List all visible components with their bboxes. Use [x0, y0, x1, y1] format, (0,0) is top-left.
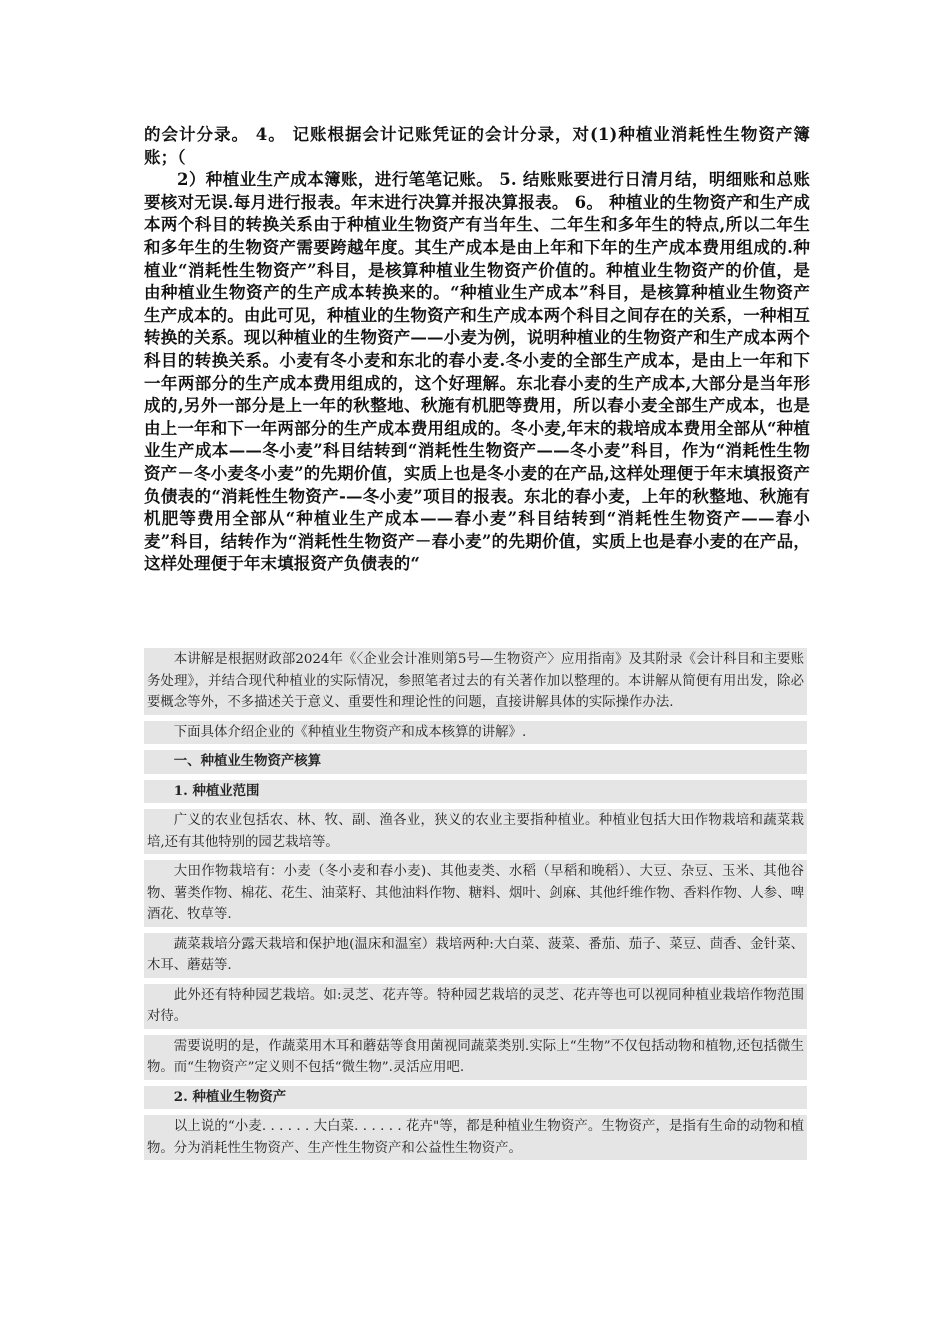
- paragraph-accounting-entries: 的会计分录。 4。 记账根据会计记账凭证的会计分录，对(1)种植业消耗性生物资产簿账；（: [144, 125, 810, 167]
- paragraph-agriculture-scope: 广义的农业包括农、林、牧、副、渔各业，狭义的农业主要指种植业。种植业包括大田作物栽培和蔬菜栽培,还有其他特别的园艺栽培等。: [144, 809, 807, 854]
- paragraph-field-crops: 大田作物栽培有：小麦（冬小麦和春小麦)、其他麦类、水稻（早稻和晚稻）、大豆、杂豆、玉米、其他谷物、薯类作物、棉花、花生、油菜籽、其他油料作物、糖料、烟叶、剑麻、其他纤维作物、香料作物、人参、啤酒花、牧草等.: [144, 860, 807, 927]
- paragraph-cost-conversion: 2）种植业生产成本簿账，进行笔笔记账。 5. 结账账要进行日清月结，明细账和总账要核对无误.每月进行报表。年末进行决算并报决算报表。 6。 种植业的生物资产和生产成本两个科目的转换关系由于种植业生物资产有当年生、二年生和多年生的特点,所以二年生和多年生的生物资产需要跨越年度。其生产成本是由上年和下年的生产成本费用组成的.种植业“消耗性生物资产”科目，是核算种植业生物资产价值的。种植业生物资产的价值，是由种植业生物资产的生产成本转换来的。“种植业生产成本”科目，是核算种植业生物资产生产成本的。由此可见，种植业的生物资产和生产成本两个科目之间存在的关系，一种相互转换的关系。现以种植业的生物资产——小麦为例，说明种植业的生物资产和生产成本两个科目的转换关系。小麦有冬小麦和东北的春小麦.冬小麦的全部生产成本，是由上一年和下一年两部分的生产成本费用组成的，这个好理解。东北春小麦的生产成本,大部分是当年形成的,另外一部分是上一年的秋整地、秋施有机肥等费用，所以春小麦全部生产成本，也是由上一年和下一年两部分的生产成本费用组成的。冬小麦,年末的栽培成本费用全部从“种植业生产成本——冬小麦”科目结转到“消耗性生物资产——冬小麦”科目，作为“消耗性生物资产－冬小麦冬小麦”的先期价值，实质上也是冬小麦的在产品,这样处理便于年末填报资产负债表的“消耗性生物资产-—冬小麦”项目的报表。东北的春小麦，上年的秋整地、秋施有机肥等费用全部从“种植业生产成本——春小麦”科目结转到“消耗性生物资产——春小麦”科目，结转作为“消耗性生物资产－春小麦”的先期价值，实质上也是春小麦的在产品，这样处理便于年末填报资产负债表的“: [144, 170, 810, 574]
- paragraph-special-horticulture: 此外还有特种园艺栽培。如:灵芝、花卉等。特种园艺栽培的灵芝、花卉等也可以视同种植业栽培作物范围对待。: [144, 984, 807, 1029]
- intro-next-paragraph: 下面具体介绍企业的《种植业生物资产和成本核算的讲解》.: [144, 721, 807, 745]
- section-heading-1: 一、种植业生物资产核算: [144, 750, 807, 774]
- subsection-heading-2: 2. 种植业生物资产: [144, 1086, 807, 1110]
- continuation-text-block: [144, 124, 810, 576]
- intro-paragraph: 本讲解是根据财政部2024年《〈企业会计准则第5号—生物资产〉应用指南》及其附录《会计科目和主要账务处理》，并结合现代种植业的实际情况，参照笔者过去的有关著作加以整理的。本讲解从简便有用出发，除必要概念等外，不多描述关于意义、重要性和理论性的问题，直接讲解具体的实际操作办法.: [144, 648, 807, 715]
- paragraph-note-fungi: 需要说明的是，作蔬菜用木耳和蘑菇等食用菌视同蔬菜类别.实际上“生物”不仅包括动物和植物,还包括微生物。而“生物资产”定义则不包括“微生物”.灵活应用吧.: [144, 1035, 807, 1080]
- shaded-lecture-block: [144, 648, 807, 1166]
- paragraph-biological-assets: 以上说的“小麦. . . . . . 大白菜. . . . . . 花卉"等，都是种植业生物资产。生物资产，是指有生命的动物和植物。分为消耗性生物资产、生产性生物资产和公益性生物资产。: [144, 1115, 807, 1160]
- paragraph-vegetables: 蔬菜栽培分露天栽培和保护地(温床和温室）栽培两种:大白菜、菠菜、番茄、茄子、菜豆、茴香、金针菜、木耳、蘑菇等.: [144, 933, 807, 978]
- subsection-heading-1: 1. 种植业范围: [144, 780, 807, 804]
